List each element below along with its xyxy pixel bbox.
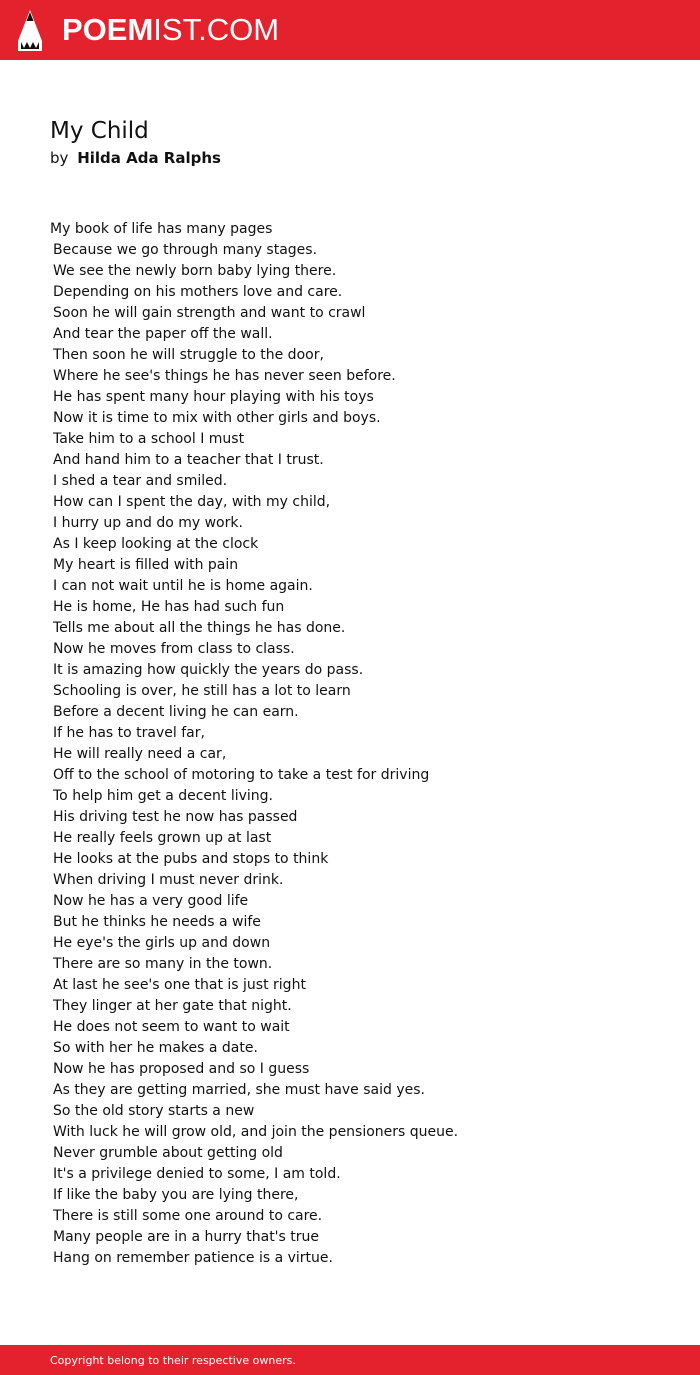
poem-line: As I keep looking at the clock	[53, 536, 259, 552]
poem-line: I hurry up and do my work.	[53, 515, 243, 531]
header-bar	[0, 0, 700, 60]
poem-line: He really feels grown up at last	[53, 830, 272, 846]
poem-line: He looks at the pubs and stops to think	[53, 851, 329, 867]
poem-line: He eye's the girls up and down	[53, 935, 271, 951]
poem-line: There is still some one around to care.	[53, 1208, 323, 1224]
poem-line: With luck he will grow old, and join the pensioners queue.	[53, 1124, 459, 1140]
poem-line: He is home, He has had such fun	[53, 599, 285, 615]
poem-body	[50, 219, 458, 1269]
poem-line: Off to the school of motoring to take a test for driving	[53, 767, 430, 783]
poem-line: I shed a tear and smiled.	[53, 473, 228, 489]
brand-bold-text: POEM	[62, 12, 154, 47]
poem-line: Many people are in a hurry that's true	[53, 1229, 320, 1245]
poem-line: Schooling is over, he still has a lot to learn	[53, 683, 351, 699]
poem-line: Hang on remember patience is a virtue.	[53, 1250, 333, 1266]
poem-line: Before a decent living he can earn.	[53, 704, 299, 720]
poem-line: It's a privilege denied to some, I am told.	[53, 1166, 341, 1182]
poem-line: I can not wait until he is home again.	[53, 578, 313, 594]
poem-line: Depending on his mothers love and care.	[53, 284, 343, 300]
poem-line: Now it is time to mix with other girls and boys.	[53, 410, 381, 426]
poem-line: He has spent many hour playing with his toys	[53, 389, 374, 405]
brand-light-text: IST.COM	[153, 12, 280, 47]
poem-line: To help him get a decent living.	[53, 788, 274, 804]
poem-line: If he has to travel far,	[53, 725, 205, 741]
poem-line: It is amazing how quickly the years do pass.	[53, 662, 364, 678]
poem-line: But he thinks he needs a wife	[53, 914, 261, 930]
poem-line: His driving test he now has passed	[53, 809, 298, 825]
poem-line: So with her he makes a date.	[53, 1040, 258, 1056]
poem-line: How can I spent the day, with my child,	[53, 494, 331, 510]
poem-line: And tear the paper off the wall.	[53, 326, 273, 342]
poem-line: Now he has a very good life	[53, 893, 249, 909]
poem-line: Never grumble about getting old	[53, 1145, 283, 1161]
poem-line: Take him to a school I must	[53, 431, 245, 447]
copyright-text: Copyright belong to their respective owners.	[50, 1354, 296, 1367]
poem-title: My Child	[50, 118, 149, 144]
site-logo[interactable]	[62, 11, 279, 49]
poem-line: Now he moves from class to class.	[53, 641, 295, 657]
poem-line: Then soon he will struggle to the door,	[53, 347, 324, 363]
poem-line: Because we go through many stages.	[53, 242, 318, 258]
poem-line: My book of life has many pages	[50, 221, 273, 237]
poem-line: Now he has proposed and so I guess	[53, 1061, 310, 1077]
poem-line: And hand him to a teacher that I trust.	[53, 452, 324, 468]
poem-line: My heart is filled with pain	[53, 557, 239, 573]
poem-line: Where he see's things he has never seen before.	[53, 368, 396, 384]
poem-line: He will really need a car,	[53, 746, 227, 762]
poem-line: So the old story starts a new	[53, 1103, 255, 1119]
poem-line: If like the baby you are lying there,	[53, 1187, 299, 1203]
by-label: by	[50, 149, 69, 167]
poem-line: Soon he will gain strength and want to crawl	[53, 305, 366, 321]
pencil-logo-icon[interactable]	[18, 10, 42, 51]
poem-line: At last he see's one that is just right	[53, 977, 306, 993]
footer-bar	[0, 1345, 700, 1375]
poem-line: He does not seem to want to wait	[53, 1019, 290, 1035]
byline	[50, 148, 221, 169]
poem-line: Tells me about all the things he has done.	[53, 620, 346, 636]
author-name: Hilda Ada Ralphs	[77, 149, 221, 167]
poem-line: We see the newly born baby lying there.	[53, 263, 337, 279]
poem-line: As they are getting married, she must have said yes.	[53, 1082, 425, 1098]
poem-line: They linger at her gate that night.	[53, 998, 292, 1014]
poem-line: There are so many in the town.	[53, 956, 273, 972]
poem-line: When driving I must never drink.	[53, 872, 284, 888]
